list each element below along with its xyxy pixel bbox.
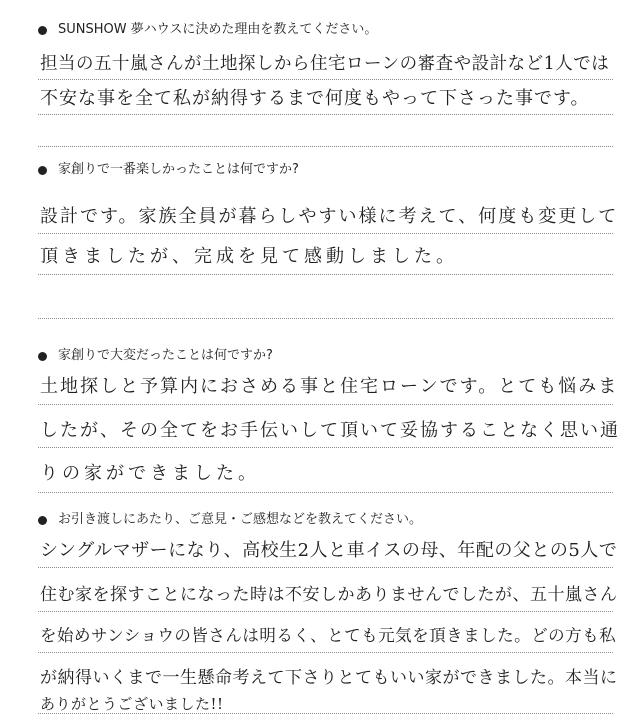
answer-3-line-1: 土地探しと予算内におさめる事と住宅ローンです。とても悩みま <box>40 376 619 397</box>
answer-1-line-2: 不安な事を全て私が納得するまで何度もやって下さった事です。 <box>40 88 590 109</box>
answer-4-line-4: が納得いくまで一生懸命考えて下さりとてもいい家ができました。本当に <box>40 668 618 688</box>
answer-rule <box>38 318 613 319</box>
answer-rule <box>38 114 613 115</box>
answer-rule <box>38 652 613 653</box>
answer-rule <box>38 447 613 448</box>
answer-rule <box>38 79 613 80</box>
answer-rule <box>38 233 613 234</box>
bullet-icon <box>38 166 47 175</box>
answer-rule <box>38 611 613 612</box>
question-3 <box>38 348 273 364</box>
answer-4-line-3: を始めサンショウの皆さんは明るく、とても元気を頂きました。どの方も私 <box>40 626 617 645</box>
question-4 <box>38 512 422 528</box>
answer-4-line-5: ありがとうございました!! <box>40 695 224 713</box>
answer-rule <box>38 567 613 568</box>
question-2 <box>38 162 299 178</box>
answer-3-line-3: りの家ができました。 <box>40 463 260 484</box>
answer-4-line-2: 住む家を探すことになった時は不安しかありませんでしたが、五十嵐さん <box>40 585 618 605</box>
question-4-text: お引き渡しにあたり、ご意見・ご感想などを教えてください。 <box>58 512 423 527</box>
answer-rule <box>38 492 613 493</box>
question-1-text: SUNSHOW 夢ハウスに決めた理由を教えてください。 <box>58 22 378 37</box>
answer-rule <box>38 404 613 405</box>
answer-2-line-2: 頂きましたが、完成を見て感動しました。 <box>40 246 458 267</box>
bullet-icon <box>38 352 47 361</box>
question-1 <box>38 22 377 38</box>
answer-2-line-1: 設計です。家族全員が暮らしやすい様に考えて、何度も変更して <box>40 206 619 227</box>
question-2-text: 家創りで一番楽しかったことは何ですか? <box>58 162 299 177</box>
answer-4-line-1: シングルマザーになり、高校生2人と車イスの母、年配の父との5人で <box>40 540 618 561</box>
answer-rule <box>38 146 613 147</box>
answer-3-line-2: したが、その全てをお手伝いして頂いて妥協することなく思い通 <box>40 420 620 441</box>
answer-rule <box>38 274 613 275</box>
answer-1-line-1: 担当の五十嵐さんが土地探しから住宅ローンの審査や設計など1人では <box>40 54 610 74</box>
bullet-icon <box>38 26 47 35</box>
answer-rule <box>38 713 613 714</box>
question-3-text: 家創りで大変だったことは何ですか? <box>58 348 273 363</box>
bullet-icon <box>38 516 47 525</box>
